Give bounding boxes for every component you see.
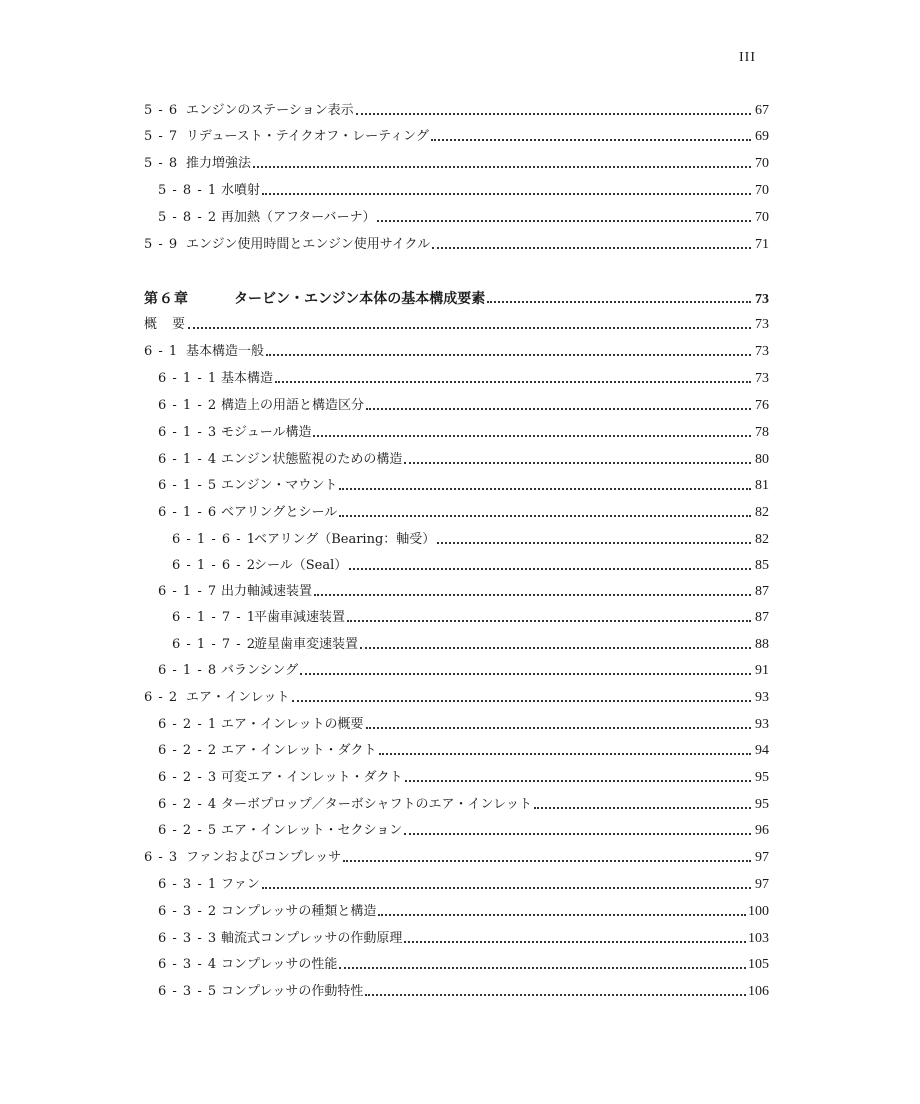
toc-entry xyxy=(144,207,769,229)
dot-leader xyxy=(366,408,751,410)
toc-entry xyxy=(144,153,769,175)
toc-entry-number: 6 - 1 - 5 xyxy=(158,478,218,493)
toc-entry-number: 5 - 6 xyxy=(144,103,179,118)
toc-entry-number: 6 - 1 - 7 xyxy=(158,584,218,599)
toc-entry-number: 6 - 1 - 7 - 2 xyxy=(172,637,257,652)
toc-entry-title: コンプレッサの性能 xyxy=(221,957,338,972)
dot-leader xyxy=(343,860,751,862)
toc-entry-number: 6 - 1 - 7 - 1 xyxy=(172,610,257,625)
toc-entry-title: ファンおよびコンプレッサ xyxy=(186,850,342,865)
toc-entry-number: 6 - 3 - 5 xyxy=(158,984,218,999)
toc-entry-title: 再加熱（アフターバーナ） xyxy=(221,210,376,225)
toc-entry-title: エンジン・マウント xyxy=(221,478,338,493)
toc-entry-page: 78 xyxy=(755,425,769,440)
toc-entry xyxy=(144,607,769,629)
toc-entry-page: 70 xyxy=(755,183,769,198)
toc-entry xyxy=(144,874,769,896)
toc-entry-page: 91 xyxy=(755,663,769,678)
toc-entry-number: 5 - 9 xyxy=(144,237,179,252)
toc-entry xyxy=(144,180,769,202)
dot-leader xyxy=(292,700,751,702)
toc-entry xyxy=(144,687,769,709)
toc-entry xyxy=(144,581,769,603)
toc-entry-number: 6 - 1 - 6 - 1 xyxy=(172,532,257,547)
toc-entry xyxy=(144,341,769,363)
toc-entry-page: 87 xyxy=(755,610,769,625)
toc-entry-title: エンジン使用時間とエンジン使用サイクル xyxy=(186,237,431,252)
dot-leader xyxy=(432,247,751,249)
dot-leader xyxy=(404,941,746,943)
toc-entry-number: 5 - 8 - 1 xyxy=(158,183,218,198)
toc-entry-page: 96 xyxy=(755,823,769,838)
toc-entry xyxy=(144,422,769,444)
toc-entry-title: ベアリング（Bearing：軸受） xyxy=(254,532,436,547)
toc-entry-page: 76 xyxy=(755,398,769,413)
toc-entry-page: 85 xyxy=(755,558,769,573)
toc-chapter-heading xyxy=(144,288,769,310)
toc-entry xyxy=(144,981,769,1003)
toc-entry-page: 97 xyxy=(755,850,769,865)
toc-entry-number: 6 - 1 - 6 xyxy=(158,505,218,520)
toc-entry-number: 6 - 1 xyxy=(144,344,179,359)
toc-entry-title: ターボプロップ／ターボシャフトのエア・インレット xyxy=(221,797,533,812)
dot-leader xyxy=(339,967,746,969)
toc-entry xyxy=(144,502,769,524)
toc-entry xyxy=(144,314,769,336)
toc-entry-title: 遊星歯車変速装置 xyxy=(254,637,359,652)
dot-leader xyxy=(266,354,751,356)
toc-entry-title: 出力軸減速装置 xyxy=(221,584,313,599)
toc-entry xyxy=(144,928,769,950)
dot-leader xyxy=(487,301,751,303)
toc-entry-page: 73 xyxy=(755,371,769,386)
dot-leader xyxy=(404,833,751,835)
toc-entry-title: コンプレッサの種類と構造 xyxy=(221,904,377,919)
toc-entry-number: 6 - 1 - 4 xyxy=(158,452,218,467)
toc-entry-title: 可変エア・インレット・ダクト xyxy=(221,770,403,785)
toc-entry-page: 81 xyxy=(755,478,769,493)
toc-entry-title: シール（Seal） xyxy=(254,558,348,573)
toc-entry-page: 80 xyxy=(755,452,769,467)
toc-entry-title: 基本構造一般 xyxy=(186,344,265,359)
toc-entry-title: 構造上の用語と構造区分 xyxy=(221,398,365,413)
toc-entry-title: バランシング xyxy=(221,663,299,678)
toc-entry xyxy=(144,714,769,736)
toc-entry-number: 6 - 3 - 1 xyxy=(158,877,218,892)
toc-entry xyxy=(144,660,769,682)
toc-entry-page: 103 xyxy=(748,931,769,946)
toc-entry-page: 106 xyxy=(748,984,769,999)
toc-entry-page: 87 xyxy=(755,584,769,599)
toc-entry xyxy=(144,234,769,256)
toc-entry xyxy=(144,794,769,816)
toc-entry-title: ベアリングとシール xyxy=(221,505,338,520)
toc-entry-page: 70 xyxy=(755,210,769,225)
toc-entry-page: 93 xyxy=(755,690,769,705)
toc-entry-page: 82 xyxy=(755,532,769,547)
dot-leader xyxy=(262,193,751,195)
toc-entry-title: エア・インレットの概要 xyxy=(221,717,364,732)
toc-entry-number: 6 - 1 - 3 xyxy=(158,425,218,440)
dot-leader xyxy=(431,139,751,141)
toc-entry-page: 69 xyxy=(755,129,769,144)
toc-entry-page: 95 xyxy=(755,770,769,785)
toc-entry-number: 6 - 1 - 8 xyxy=(158,663,218,678)
dot-leader xyxy=(379,753,751,755)
toc-entry-title: エア・インレット xyxy=(186,690,290,705)
toc-entry-title: エア・インレット・セクション xyxy=(221,823,403,838)
dot-leader xyxy=(253,166,751,168)
toc-entry-title: 平歯車減速装置 xyxy=(254,610,346,625)
dot-leader xyxy=(275,381,751,383)
dot-leader xyxy=(314,594,751,596)
dot-leader xyxy=(339,488,751,490)
toc-entry xyxy=(144,529,769,551)
toc-entry-number: 5 - 8 - 2 xyxy=(158,210,218,225)
toc-entry-number: 6 - 3 - 3 xyxy=(158,931,218,946)
toc-entry xyxy=(144,847,769,869)
toc-entry-number: 6 - 2 - 2 xyxy=(158,743,218,758)
toc-entry-title: 軸流式コンプレッサの作動原理 xyxy=(221,931,403,946)
toc-entry-number: 5 - 8 xyxy=(144,156,179,171)
dot-leader xyxy=(365,994,746,996)
toc-entry-page: 105 xyxy=(748,957,769,972)
toc-entry-page: 94 xyxy=(755,743,769,758)
toc-entry-title: 基本構造 xyxy=(221,371,274,386)
dot-leader xyxy=(356,113,751,115)
dot-leader xyxy=(262,887,751,889)
toc-entry-number: 6 - 3 - 4 xyxy=(158,957,218,972)
toc-entry xyxy=(144,954,769,976)
toc-entry-number: 6 - 3 - 2 xyxy=(158,904,218,919)
toc-entry-title: 水噴射 xyxy=(221,183,261,198)
toc-entry-title: エンジン状態監視のための構造 xyxy=(221,452,403,467)
dot-leader xyxy=(377,220,751,222)
dot-leader xyxy=(349,568,751,570)
dot-leader xyxy=(534,807,751,809)
toc-entry-page: 82 xyxy=(755,505,769,520)
dot-leader xyxy=(366,727,751,729)
toc-entry-page: 70 xyxy=(755,156,769,171)
toc-entry-page: 100 xyxy=(748,904,769,919)
toc-entry xyxy=(144,740,769,762)
toc-entry-title: エア・インレット・ダクト xyxy=(221,743,377,758)
toc-entry xyxy=(144,100,769,122)
toc-entry-number: 6 - 2 - 3 xyxy=(158,770,218,785)
dot-leader xyxy=(313,435,751,437)
toc-entry xyxy=(144,634,769,656)
toc-entry-number: 概 要 xyxy=(144,317,187,332)
toc-entry-title: リデュースト・テイクオフ・レーティング xyxy=(186,129,429,144)
toc-entry xyxy=(144,767,769,789)
toc-entry-number: 第６章 xyxy=(144,291,189,307)
toc-entry-title: タービン・エンジン本体の基本構成要素 xyxy=(234,291,486,307)
toc-entry xyxy=(144,820,769,842)
toc-entry-title: モジュール構造 xyxy=(221,425,312,440)
toc-entry-number: 6 - 2 - 1 xyxy=(158,717,218,732)
toc-entry-page: 73 xyxy=(755,292,769,307)
dot-leader xyxy=(300,673,751,675)
toc-entry xyxy=(144,368,769,390)
toc-entry-number: 5 - 7 xyxy=(144,129,179,144)
toc-entry-title: ファン xyxy=(221,877,260,892)
toc-entry xyxy=(144,395,769,417)
toc-entry-page: 97 xyxy=(755,877,769,892)
toc-entry-title: 推力増強法 xyxy=(186,156,252,171)
page-number: III xyxy=(739,50,756,65)
toc-entry-number: 6 - 1 - 6 - 2 xyxy=(172,558,257,573)
dot-leader xyxy=(339,515,751,517)
toc-entry-number: 6 - 1 - 1 xyxy=(158,371,218,386)
toc-entry xyxy=(144,555,769,577)
toc-entry-page: 71 xyxy=(755,237,769,252)
toc-entry-number: 6 - 3 xyxy=(144,850,179,865)
toc-entry-page: 73 xyxy=(755,317,769,332)
toc-entry-number: 6 - 2 xyxy=(144,690,179,705)
toc-entry-number: 6 - 1 - 2 xyxy=(158,398,218,413)
dot-leader xyxy=(437,542,751,544)
dot-leader xyxy=(378,914,746,916)
toc-entry-page: 93 xyxy=(755,717,769,732)
toc-entry-page: 95 xyxy=(755,797,769,812)
toc-entry-number: 6 - 2 - 4 xyxy=(158,797,218,812)
toc-entry xyxy=(144,475,769,497)
toc-entry-page: 88 xyxy=(755,637,769,652)
dot-leader xyxy=(347,620,751,622)
toc-entry xyxy=(144,901,769,923)
dot-leader xyxy=(404,462,751,464)
toc-entry-title: エンジンのステーション表示 xyxy=(186,103,354,118)
dot-leader xyxy=(405,780,751,782)
toc-entry-number: 6 - 2 - 5 xyxy=(158,823,218,838)
toc-entry-page: 73 xyxy=(755,344,769,359)
toc-entry-page: 67 xyxy=(755,103,769,118)
toc-entry-title: コンプレッサの作動特性 xyxy=(221,984,364,999)
dot-leader xyxy=(360,647,751,649)
toc-entry xyxy=(144,126,769,148)
dot-leader xyxy=(188,327,751,329)
toc-entry xyxy=(144,449,769,471)
